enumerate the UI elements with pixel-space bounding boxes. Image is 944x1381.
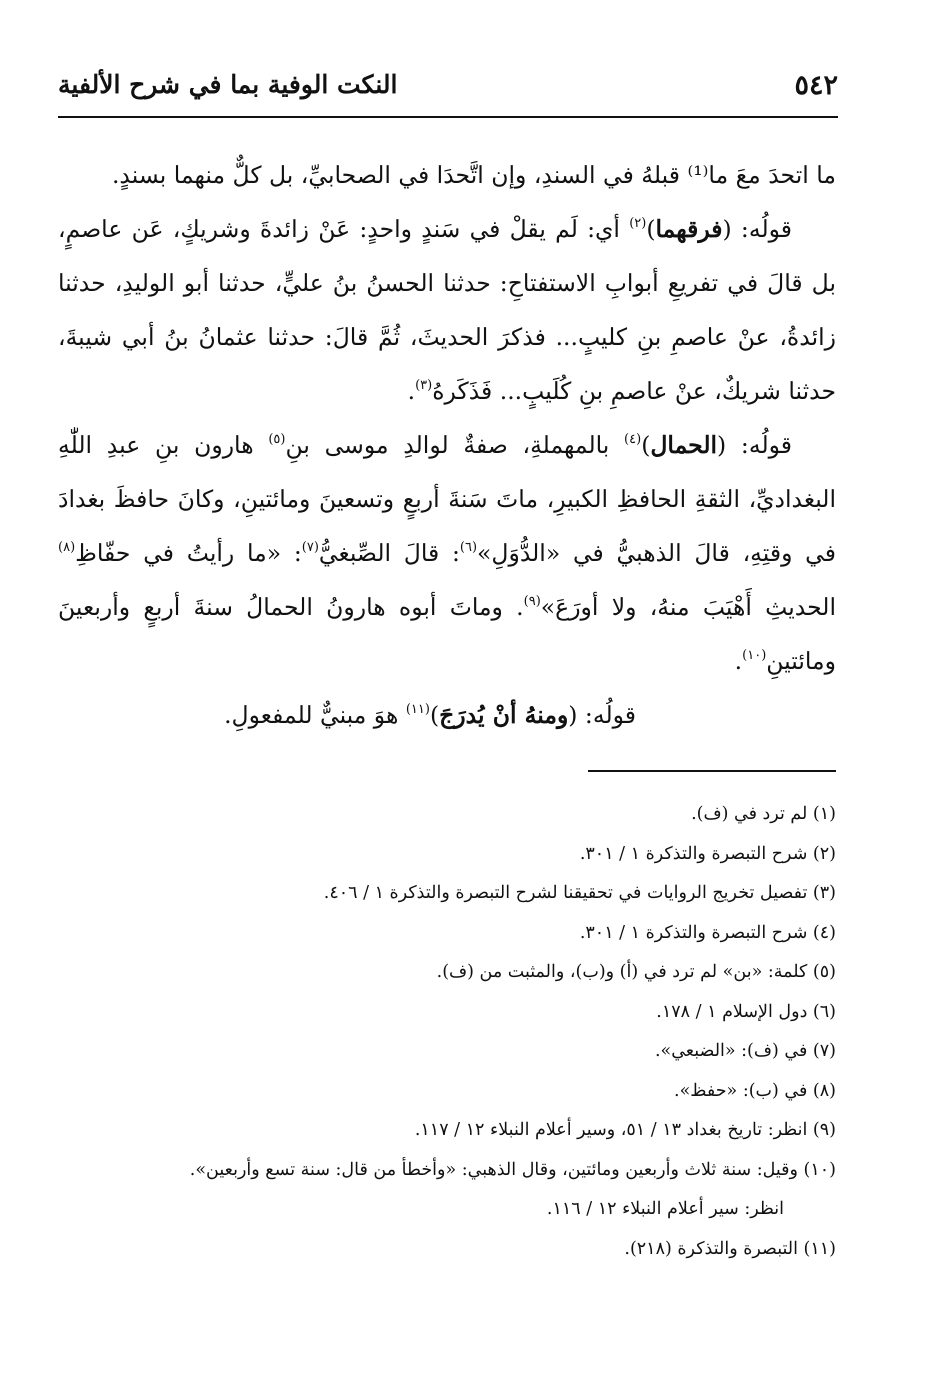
footnote-10-continued: انظر: سير أعلام النبلاء ١٢ / ١١٦. xyxy=(546,1199,784,1219)
footnote-8: (٨) في (ب): «حفظ». xyxy=(674,1080,836,1101)
running-title: النكت الوفية بما في شرح الألفية xyxy=(58,70,398,99)
paragraph-1: ما اتحدَ معَ ما⁽¹⁾ قبلهُ في السندِ، وإن اتَّحدَا في الصحابيِّ، بل كلٌّ منهما بسندٍ. xyxy=(111,161,836,189)
paragraph-text: . وماتَ أبوه هارونُ الحمالُ سنةَ أربعٍ وأربعينَ ومائتينِ xyxy=(58,593,836,675)
footnote-ref: (٩) xyxy=(523,594,541,609)
footnote-ref: (٨) xyxy=(58,540,76,555)
paragraph-text: هوَ مبنيٌّ للمفعولِ. xyxy=(224,701,406,729)
quote-close: ) xyxy=(641,431,651,459)
quote-close: ) xyxy=(429,701,440,729)
quoted-term: ومنهُ أنْ يُدرَجَ xyxy=(439,701,569,729)
paragraph-text: الحديثِ أَهْيَبَ منهُ، ولا أورَعَ» xyxy=(540,593,836,621)
quote-close: ) xyxy=(646,215,656,243)
page-number: ٥٤٢ xyxy=(794,70,838,101)
quote-lead: قولُه: ( xyxy=(717,431,792,459)
footnote-ref: (٦) xyxy=(459,540,478,555)
footnote-3: (٣) تفصيل تخريج الروايات في تحقيقنا لشرح التبصرة والتذكرة ١ / ٤٠٦. xyxy=(323,883,836,903)
paragraph-3 xyxy=(58,418,836,688)
footnote-separator xyxy=(588,770,836,772)
footnote-9: (٩) انظر: تاريخ بغداد ١٣ / ٥١، وسير أعلام النبلاء ١٢ / ١١٧. xyxy=(414,1120,836,1140)
footnote-10: (١٠) وقيل: سنة ثلاث وأربعين ومائتين، وقال الذهبي: «وأخطأ من قال: سنة تسع وأربعين». xyxy=(189,1159,836,1180)
paragraph-text: : «ما رأيتُ في حفّاظِ xyxy=(75,539,302,567)
footnote-ref: (٤) xyxy=(624,432,642,447)
footnote-1: (١) لم ترد في (ف). xyxy=(691,804,836,824)
footnote-ref: (٣) xyxy=(415,378,433,393)
paragraph-2 xyxy=(58,202,836,418)
quoted-term: الحمال xyxy=(650,431,718,459)
quote-lead: قولُه: ( xyxy=(722,215,792,243)
header-rule xyxy=(58,116,838,118)
footnote-4: (٤) شرح التبصرة والتذكرة ١ / ٣٠١. xyxy=(579,922,836,943)
quoted-term: فرقهما xyxy=(655,215,723,243)
footnote-ref: (٢) xyxy=(629,216,647,231)
footnote-ref: (١١) xyxy=(405,702,430,717)
paragraph-end: . xyxy=(407,377,416,405)
paragraph-text: : قالَ الصِّبغيُّ xyxy=(318,539,460,567)
paragraph-end: . xyxy=(734,647,743,675)
footnote-7: (٧) في (ف): «الضبعي». xyxy=(654,1041,836,1061)
quote-lead: قولُه: ( xyxy=(568,701,636,729)
footnote-6: (٦) دول الإسلام ١ / ١٧٨. xyxy=(656,1001,836,1022)
paragraph-4 xyxy=(58,688,836,742)
paragraph-text: أي: لَم يقلْ في سَندٍ واحدٍ: عَنْ زائدةَ وشريكٍ، عَن عاصمٍ، بل قالَ في تفريعِ أبوابِ الاستفتاحِ: حدثنا الحسنُ بنُ عليٍّ، حدثنا أبو الوليدِ، حدثنا زائدةُ، عنْ عاصمِ بنِ كليبٍ... فذكرَ الحديثَ، ثُمَّ قالَ: حدثنا عثمانُ بنُ أبي شيبةَ، حدثنا شريكٌ، عنْ عاصمِ بنِ كُلَيبٍ... فَذَكَرهُ xyxy=(58,215,836,405)
page-header xyxy=(58,66,838,108)
footnotes xyxy=(58,795,836,1269)
main-text xyxy=(58,148,836,742)
footnote-ref: (٥) xyxy=(268,432,286,447)
paragraph-text: هارون بنِ عبدِ اللّٰهِ البغداديِّ، الثقةِ الحافظِ الكبيرِ، ماتَ سَنةَ أربعٍ وتسعينَ ومائتينِ، وكانَ حافظَ بغدادَ في وقتِهِ، قالَ الذهبيُّ في «الدُّوَلِ» xyxy=(58,431,836,567)
footnote-2: (٢) شرح التبصرة والتذكرة ١ / ٣٠١. xyxy=(579,843,836,864)
footnote-ref: (١٠) xyxy=(742,648,767,663)
footnote-5: (٥) كلمة: «بن» لم ترد في (أ) و(ب)، والمثبت من (ف). xyxy=(436,962,836,982)
footnote-11: (١١) التبصرة والتذكرة (٢١٨). xyxy=(624,1238,836,1259)
paragraph-text: بالمهملةِ، صفةٌ لوالدِ موسى بنِ xyxy=(285,431,625,459)
footnote-ref: (٧) xyxy=(301,540,319,555)
